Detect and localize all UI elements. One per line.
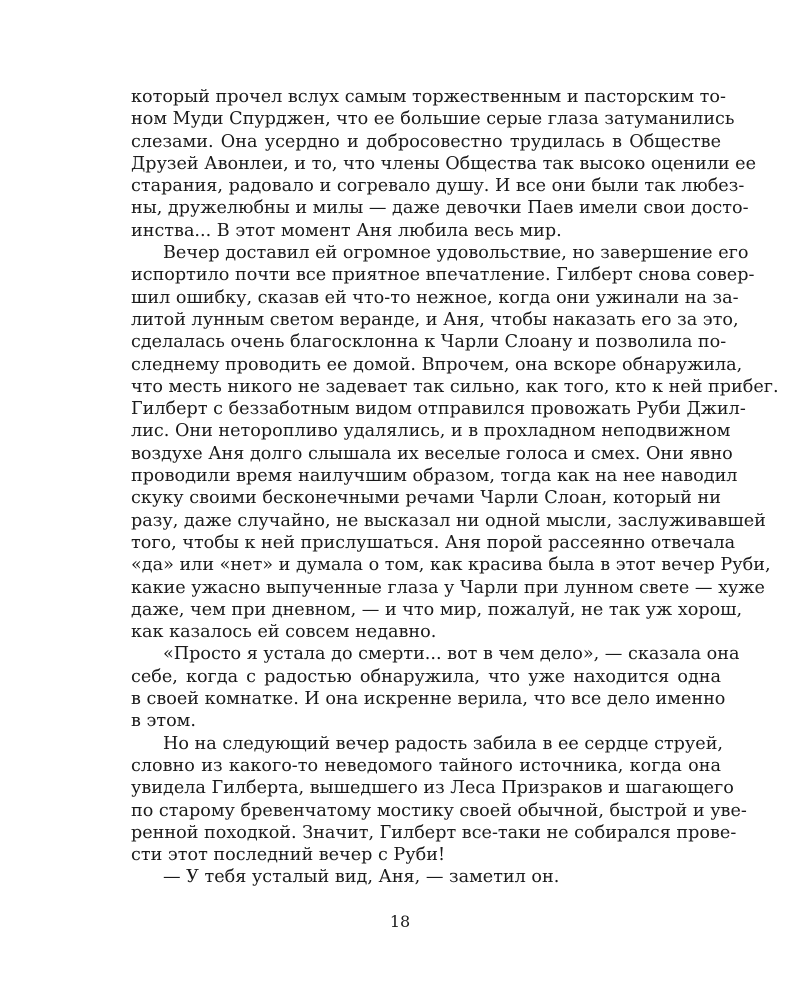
text-line: даже, чем при дневном, — и что мир, пожалуй, не так уж хорош, <box>131 599 743 620</box>
text-line: ны, дружелюбны и милы — даже девочки Паев имели свои досто- <box>131 198 749 219</box>
text-line: слезами. Она усердно и добросовестно трудилась в Обществе <box>131 131 721 152</box>
text-line: ренной походкой. Значит, Гилберт все-таки не собирался прове- <box>131 822 737 843</box>
text-line: старания, радовало и согревало душу. И все они были так любез- <box>131 176 745 197</box>
text-line: в этом. <box>131 711 196 732</box>
text-line: сти этот последний вечер с Руби! <box>131 845 446 866</box>
text-line: — У тебя усталый вид, Аня, — заметил он. <box>163 867 560 888</box>
text-line: Но на следующий вечер радость забила в ее сердце струей, <box>163 733 724 754</box>
text-line: словно из какого-то неведомого тайного источника, когда она <box>131 755 721 776</box>
text-line: разу, даже случайно, не высказал ни одной мысли, заслуживавшей <box>131 510 766 531</box>
text-line: как казалось ей совсем недавно. <box>131 622 437 643</box>
text-line: воздухе Аня долго слышала их веселые голоса и смех. Они явно <box>131 443 733 464</box>
text-line: литой лунным светом веранде, и Аня, чтобы наказать его за это, <box>131 309 739 330</box>
text-line: который прочел вслух самым торжественным и пасторским то- <box>131 87 726 107</box>
text-line: испортило почти все приятное впечатление. Гилберт снова совер- <box>131 265 755 286</box>
text-line: Друзей Авонлеи, и то, что члены Общества так высоко оценили ее <box>131 153 757 174</box>
text-line: себе, когда с радостью обнаружила, что уже находится одна <box>131 666 721 687</box>
text-line: проводили время наилучшим образом, тогда как на нее наводил <box>131 466 738 487</box>
body-text <box>131 86 779 889</box>
text-line: ном Муди Спурджен, что ее большие серые глаза затуманились <box>131 109 735 130</box>
text-line: Вечер доставил ей огромное удовольствие, но завершение его <box>163 243 749 264</box>
text-line: «Просто я устала до смерти... вот в чем дело», — сказала она <box>163 644 740 665</box>
text-line: что месть никого не задевает так сильно, как того, кто к ней прибег. <box>131 376 779 397</box>
text-line: сделалась очень благосклонна к Чарли Слоану и позволила по- <box>131 332 727 353</box>
text-line: какие ужасно выпученные глаза у Чарли при лунном свете — хуже <box>131 577 765 598</box>
text-line: следнему проводить ее домой. Впрочем, она вскоре обнаружила, <box>131 354 743 375</box>
text-line: Гилберт с беззаботным видом отправился провожать Руби Джил- <box>131 399 746 420</box>
text-line: шил ошибку, сказав ей что-то нежное, когда они ужинали на за- <box>131 287 739 308</box>
text-line: увидела Гилберта, вышедшего из Леса Призраков и шагающего <box>131 778 734 799</box>
page-number: 18 <box>389 912 411 931</box>
text-line: инства... В этот момент Аня любила весь мир. <box>131 220 562 241</box>
text-line: «да» или «нет» и думала о том, как красива была в этот вечер Руби, <box>131 555 771 576</box>
text-line: лис. Они неторопливо удалялись, и в прохладном неподвижном <box>131 421 731 442</box>
text-line: скуку своими бесконечными речами Чарли Слоан, который ни <box>131 488 721 509</box>
text-line: по старому бревенчатому мостику своей обычной, быстрой и уве- <box>131 800 747 821</box>
text-line: того, чтобы к ней прислушаться. Аня порой рассеянно отвечала <box>131 532 736 553</box>
text-line: в своей комнатке. И она искренне верила, что все дело именно <box>131 689 726 710</box>
